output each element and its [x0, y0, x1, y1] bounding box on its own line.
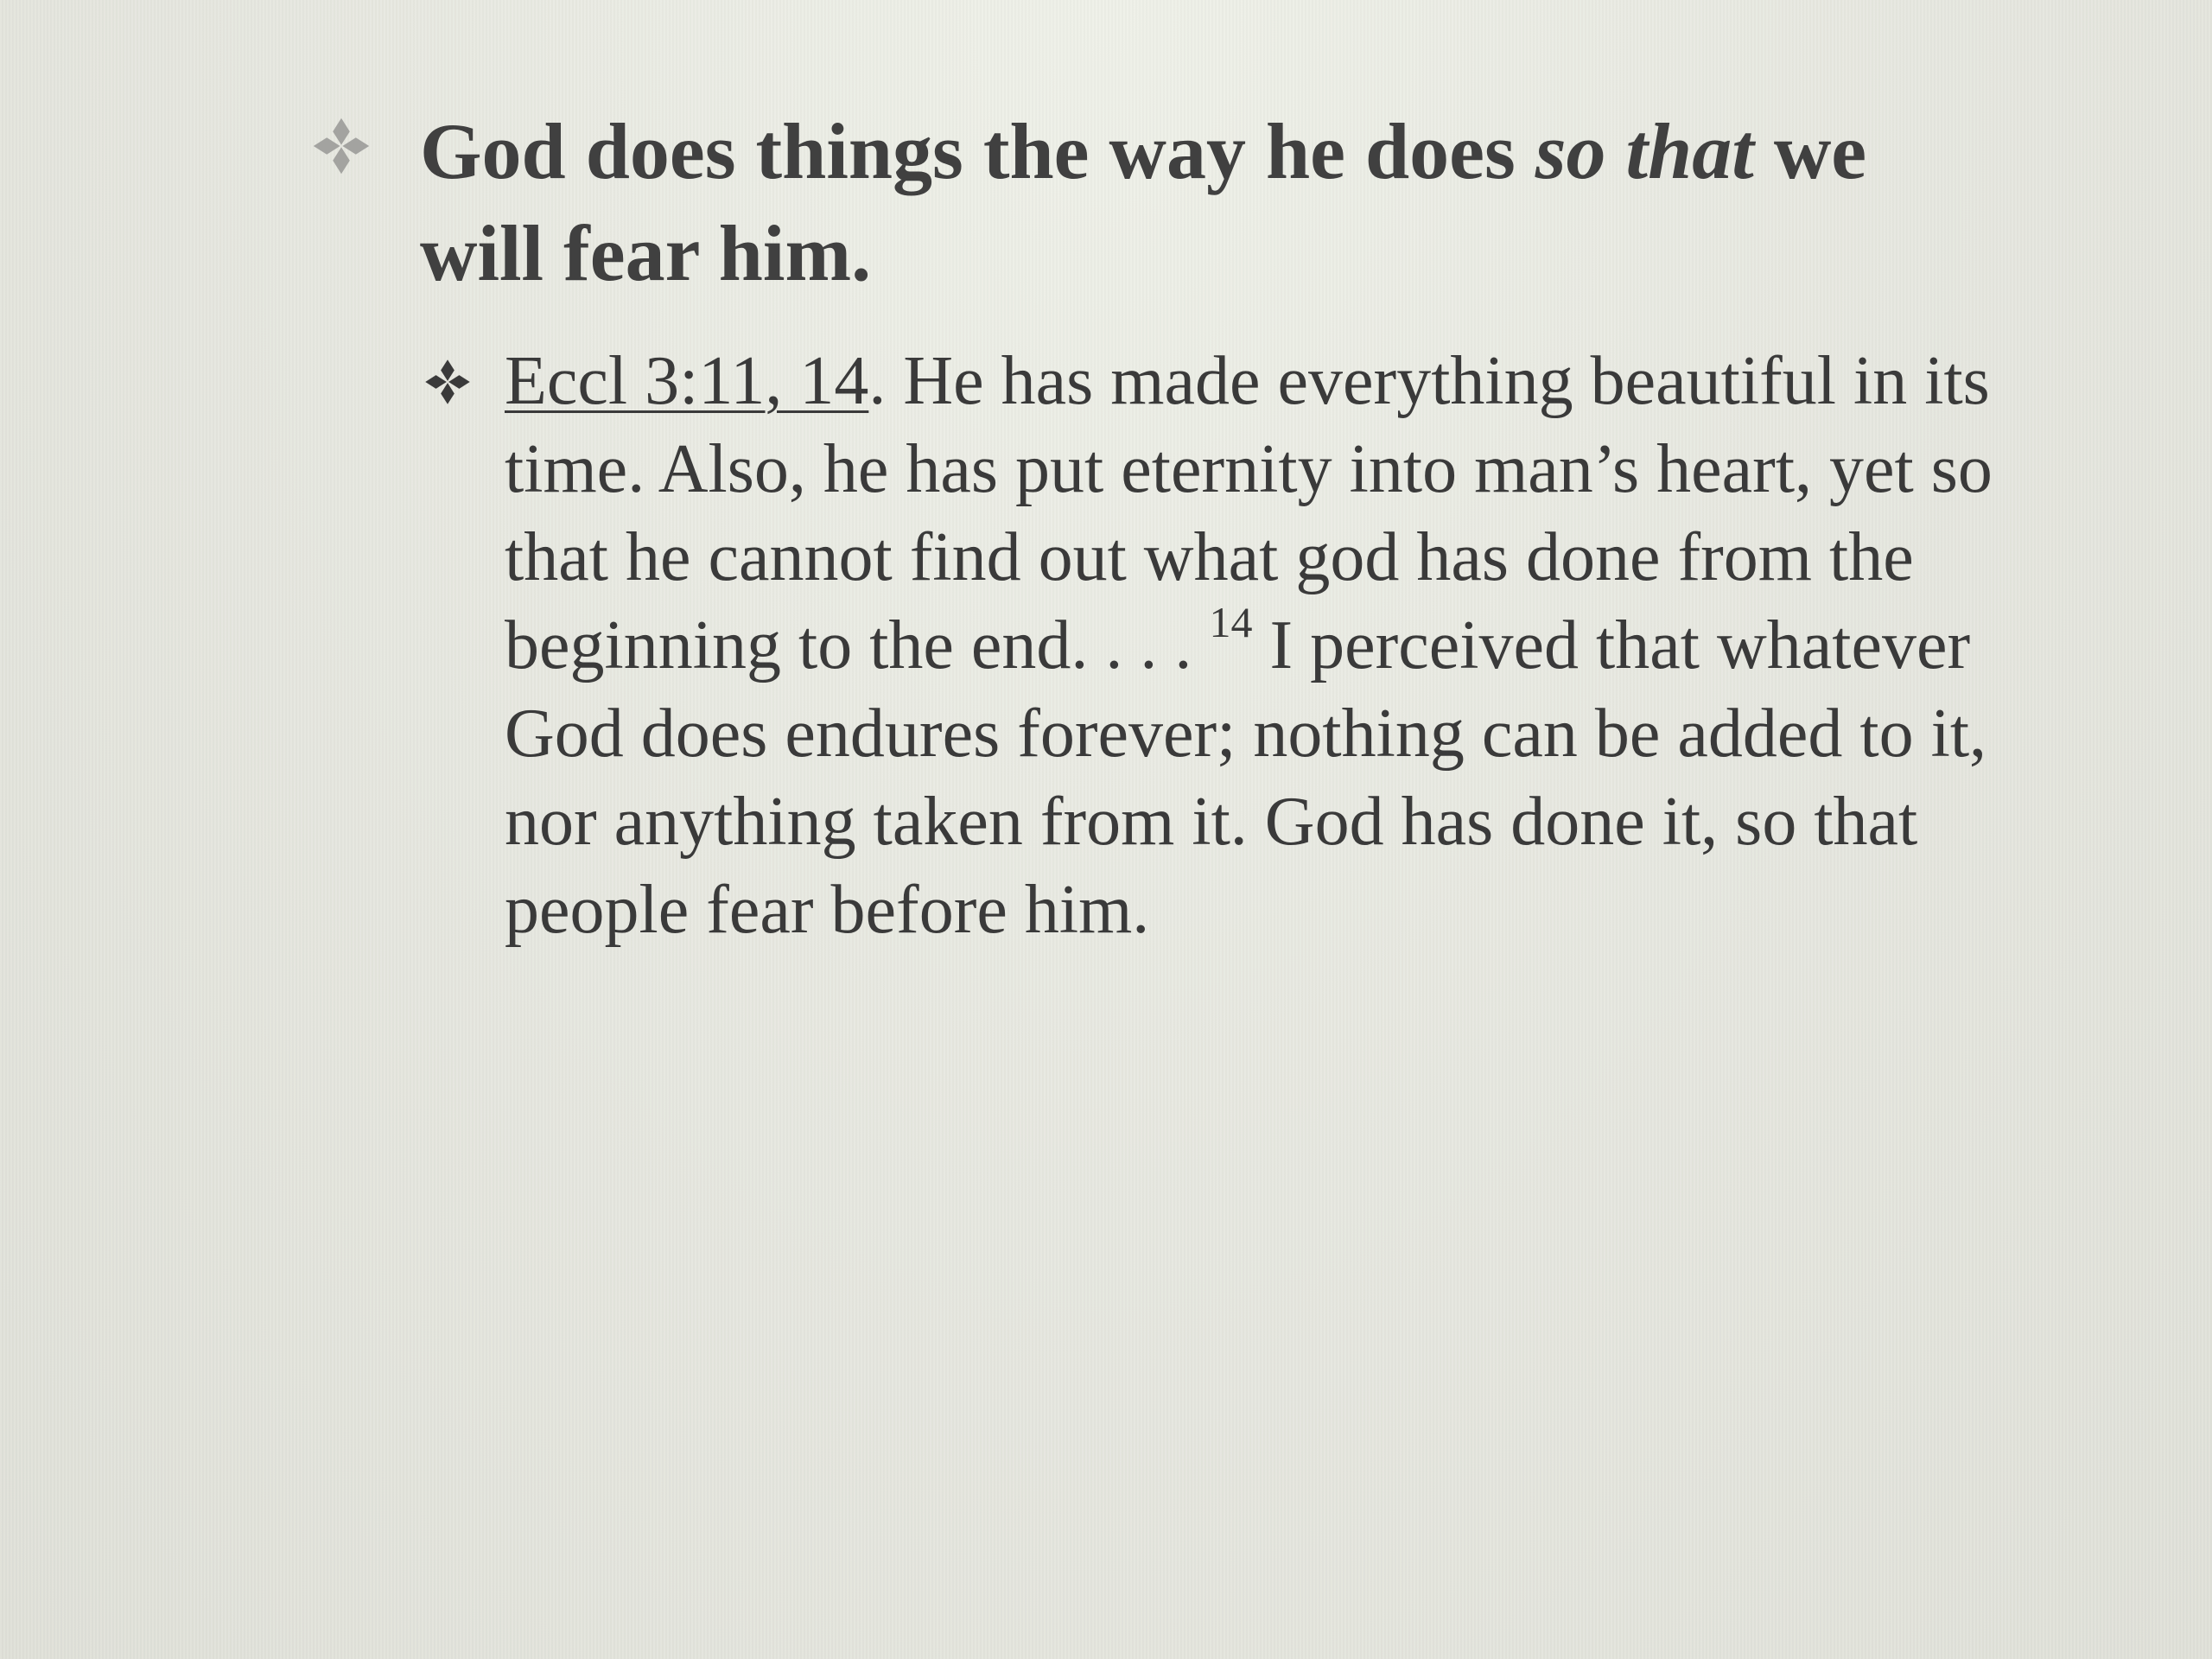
point-1-text — [420, 100, 2005, 304]
point-1-text-italic: so that — [1535, 107, 1754, 195]
four-petal-diamond-icon — [423, 358, 472, 406]
point-1-text-before: God does things the way he does — [420, 107, 1535, 195]
bullet-point-2 — [423, 337, 2031, 954]
bullet-point-1 — [311, 100, 2005, 304]
verse-number: 14 — [1209, 598, 1253, 647]
four-petal-diamond-icon — [311, 116, 372, 176]
point-2-text-part2: I perceived that whatever God does endures forever; nothing can be added to it, nor anything taken from it. God has done it, so that people fear before him. — [505, 607, 1987, 948]
scripture-reference-link[interactable]: Eccl 3:11, 14 — [505, 343, 869, 419]
point-1-text-after: we will fear him. — [420, 107, 1867, 297]
point-2-text-part1: . He has made everything beautiful in its time. Also, he has put eternity into man’s heart, yet so that he cannot find out what god has done from the beginning to the end. . . . — [505, 343, 1993, 683]
point-2-text — [505, 337, 2031, 954]
